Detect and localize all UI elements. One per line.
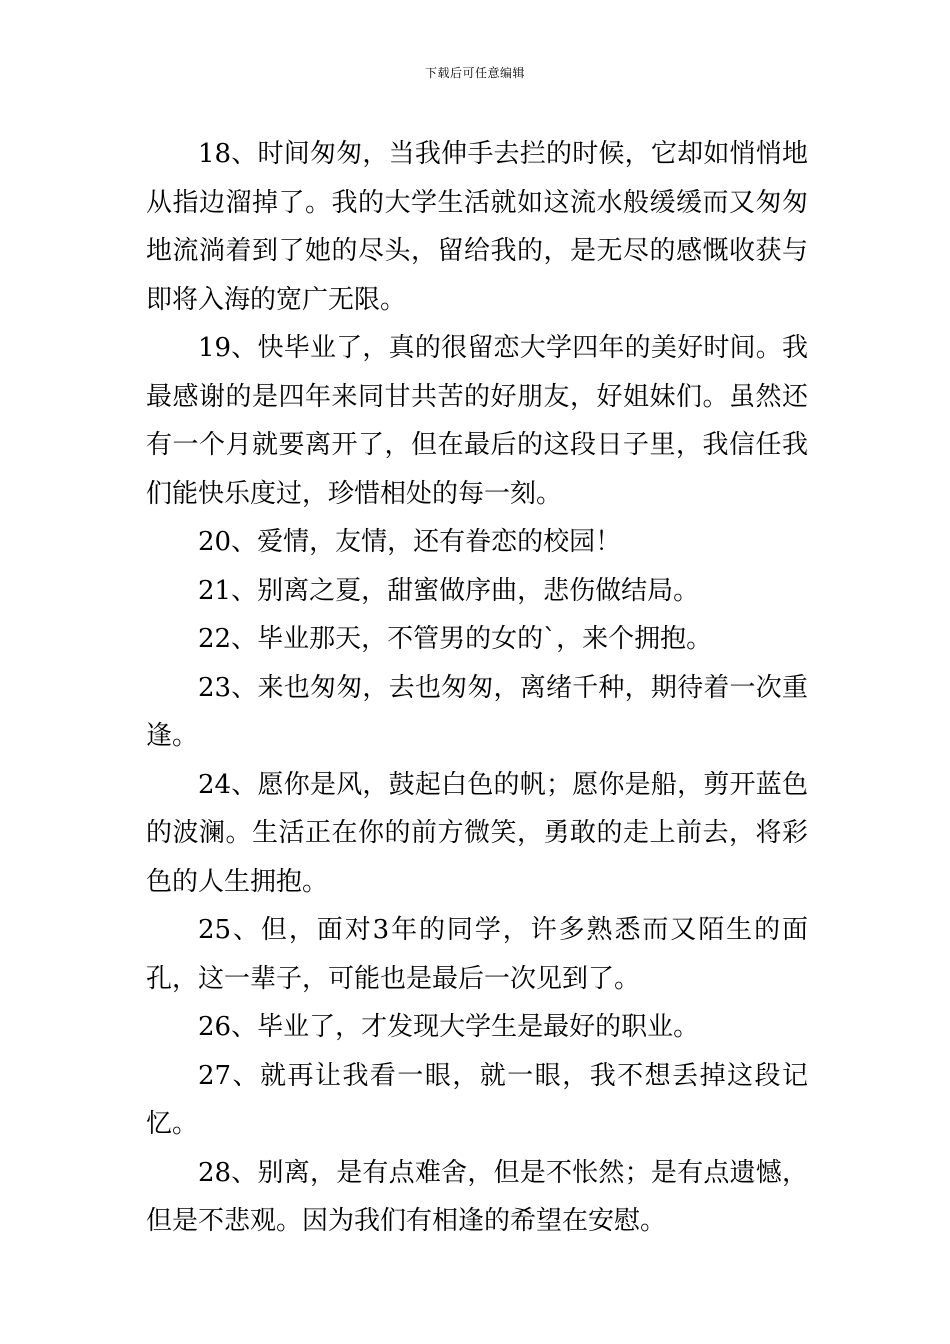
header-note: 下载后可任意编辑 <box>424 66 525 80</box>
paragraph-23: 23、来也匆匆，去也匆匆，离绪千种，期待着一次重逢。 <box>146 672 808 751</box>
paragraph-18: 18、时间匆匆，当我伸手去拦的时候，它却如悄悄地从指边溜掉了。我的大学生活就如这流水般缓缓而又匆匆地流淌着到了她的尽头，留给我的，是无尽的感慨收获与即将入海的宽广无限。 <box>146 139 808 315</box>
paragraph-22: 22、毕业那天，不管男的女的`，来个拥抱。 <box>198 624 713 654</box>
paragraph-20: 20、爱情，友情，还有眷恋的校园！ <box>198 527 622 557</box>
paragraph-28: 28、别离，是有点难舍，但是不怅然；是有点遗憾，但是不悲观。因为我们有相逢的希望在安慰。 <box>146 1157 808 1236</box>
body-text <box>146 130 808 1246</box>
paragraph-25: 25、但，面对3年的同学，许多熟悉而又陌生的面孔，这一辈子，可能也是最后一次见到了。 <box>146 915 808 994</box>
paragraph-27: 27、就再让我看一眼，就一眼，我不想丢掉这段记忆。 <box>146 1060 808 1139</box>
paragraph-19: 19、快毕业了，真的很留恋大学四年的美好时间。我最感谢的是四年来同甘共苦的好朋友，好姐妹们。虽然还有一个月就要离开了，但在最后的这段日子里，我信任我们能快乐度过，珍惜相处的每一刻。 <box>146 333 808 509</box>
paragraph-24: 24、愿你是风，鼓起白色的帆；愿你是船，剪开蓝色的波澜。生活正在你的前方微笑，勇敢的走上前去，将彩色的人生拥抱。 <box>146 769 808 897</box>
paragraph-26: 26、毕业了，才发现大学生是最好的职业。 <box>198 1012 700 1042</box>
paragraph-21: 21、别离之夏，甜蜜做序曲，悲伤做结局。 <box>198 575 700 606</box>
